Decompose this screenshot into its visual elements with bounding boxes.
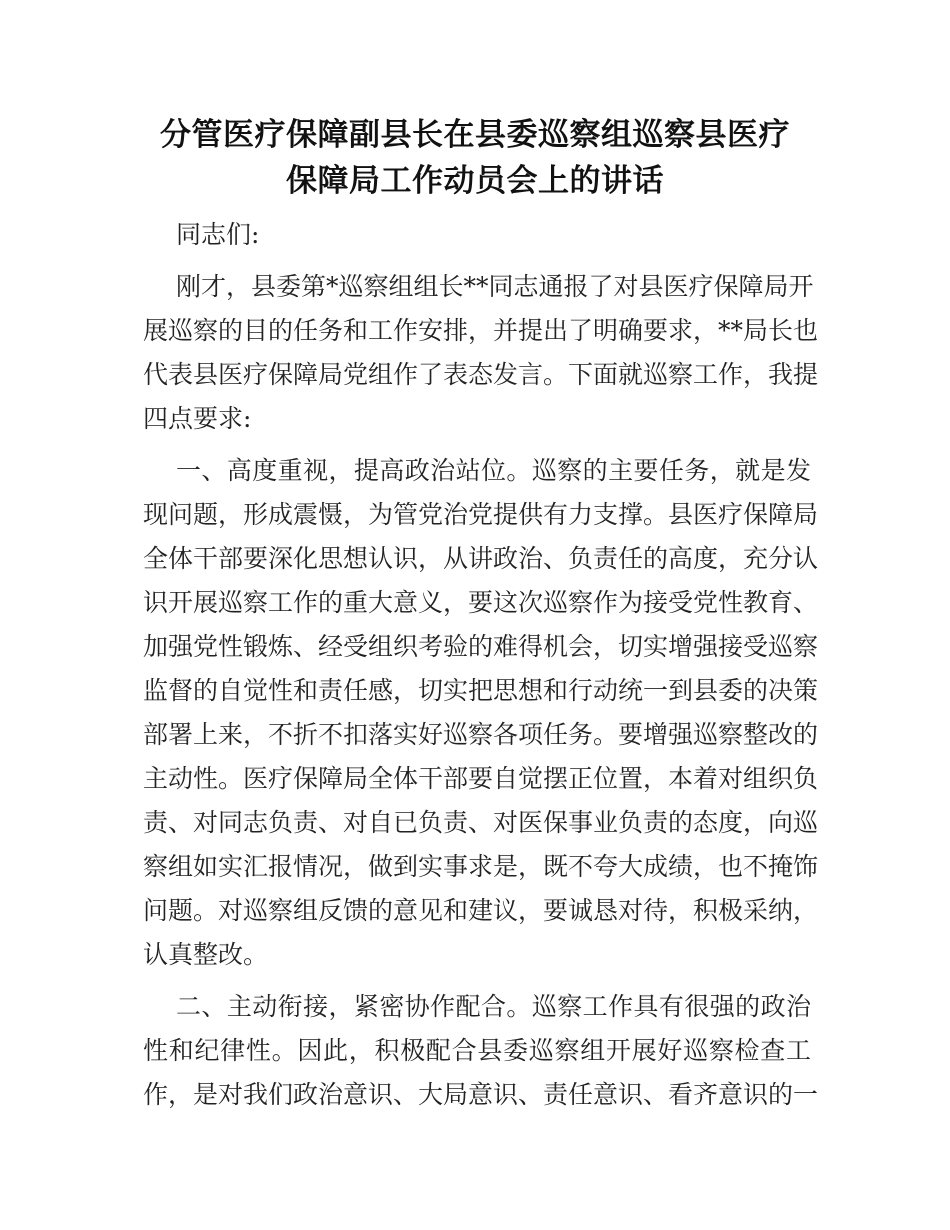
paragraph-2-line-2: 现问题，形成震慑，为管党治党提供有力支撑。县医疗保障局: [143, 500, 819, 529]
paragraph-1-line-2: 展巡察的目的任务和工作安排，并提出了明确要求，**局长也: [143, 316, 819, 345]
paragraph-1-line-4: 四点要求:: [143, 404, 252, 433]
paragraph-2-line-9: 责、对同志负责、对自已负责、对医保事业负责的态度，向巡: [143, 808, 819, 837]
title-line-1: 分管医疗保障副县长在县委巡察组巡察县医疗: [160, 117, 790, 153]
paragraph-1-line-3: 代表县医疗保障局党组作了表态发言。下面就巡察工作，我提: [143, 360, 819, 389]
paragraph-3-line-3: 作，是对我们政治意识、大局意识、责任意识、看齐意识的一: [143, 1080, 819, 1109]
paragraph-2-line-11: 问题。对巡察组反馈的意见和建议，要诚恳对待，积极采纳，: [143, 896, 819, 925]
paragraph-1-line-1: 刚才，县委第*巡察组组长**同志通报了对县医疗保障局开: [176, 272, 814, 301]
paragraph-3-line-1: 二、主动衔接，紧密协作配合。巡察工作具有很强的政治: [176, 992, 811, 1021]
paragraph-2-line-5: 加强党性锻炼、经受组织考验的难得机会，切实增强接受巡察: [143, 632, 819, 661]
greeting: 同志们:: [176, 220, 260, 249]
paragraph-2-line-1: 一、高度重视，提高政治站位。巡察的主要任务，就是发: [176, 456, 811, 485]
paragraph-2-line-10: 察组如实汇报情况，做到实事求是，既不夸大成绩，也不掩饰: [143, 852, 819, 881]
paragraph-3-line-2: 性和纪律性。因此，积极配合县委巡察组开展好巡察检查工: [143, 1036, 811, 1065]
paragraph-2-line-12: 认真整改。: [143, 940, 269, 969]
paragraph-2-line-7: 部署上来，不折不扣落实好巡察各项任务。要增强巡察整改的: [143, 720, 819, 749]
title-line-2: 保障局工作动员会上的讲话: [286, 163, 664, 199]
paragraph-2-line-6: 监督的自觉性和责任感，切实把思想和行动统一到县委的决策: [143, 676, 819, 705]
paragraph-2-line-4: 识开展巡察工作的重大意义，要这次巡察作为接受党性教育、: [143, 588, 819, 617]
page-title: [100, 112, 850, 204]
paragraph-2-line-8: 主动性。医疗保障局全体干部要自觉摆正位置，本着对组织负: [143, 764, 819, 793]
paragraph-2-line-3: 全体干部要深化思想认识，从讲政治、负责任的高度，充分认: [143, 544, 819, 573]
